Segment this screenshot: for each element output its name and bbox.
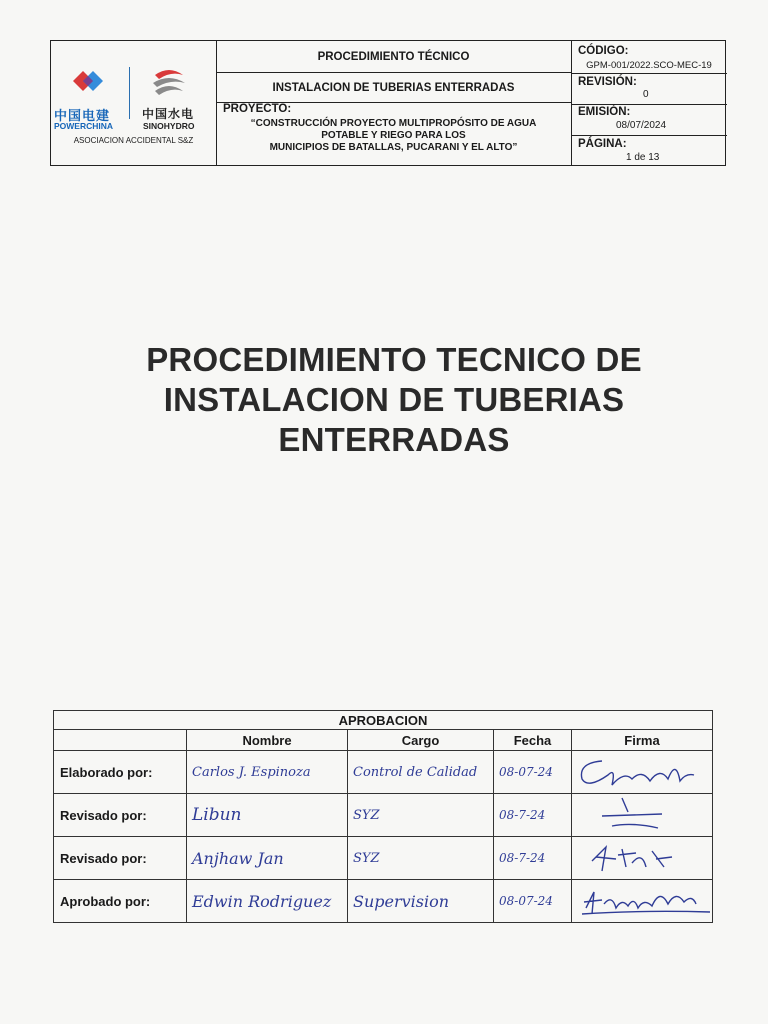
table-row: [54, 794, 713, 837]
signature-cell: [572, 837, 713, 880]
col-nombre: Nombre: [187, 730, 348, 751]
row-label: Aprobado por:: [54, 880, 187, 923]
row-fecha: 08-7-24: [494, 794, 572, 837]
powerchina-cn: 中国电建: [54, 108, 111, 123]
sinohydro-en: SINOHYDRO: [143, 121, 195, 131]
signature-cell: [572, 751, 713, 794]
page-label: PÁGINA:: [578, 138, 627, 150]
row-fecha: 08-7-24: [494, 837, 572, 880]
header-empty: [54, 730, 187, 751]
project-line-2: POTABLE Y RIEGO PARA LOS: [321, 130, 466, 141]
row-fecha: 08-07-24: [494, 880, 572, 923]
approval-title: APROBACION: [54, 711, 713, 730]
row-nombre: Anjhaw Jan: [187, 837, 348, 880]
sinohydro-logo-icon: [149, 65, 189, 99]
row-nombre: Edwin Rodriguez: [187, 880, 348, 923]
powerchina-en: POWERCHINA: [54, 121, 114, 131]
document-title: [60, 340, 728, 460]
project-line-1: “CONSTRUCCIÓN PROYECTO MULTIPROPÓSITO DE AGUA: [250, 118, 537, 129]
row-nombre: Carlos J. Espinoza: [187, 751, 348, 794]
signature-cell: [572, 880, 713, 923]
project-line-3: MUNICIPIOS DE BATALLAS, PUCARANI Y EL ALTO”: [269, 142, 518, 153]
doc-subject: INSTALACION DE TUBERIAS ENTERRADAS: [272, 82, 515, 94]
handwritten-signature: [572, 837, 712, 879]
row-cargo: Supervision: [348, 880, 494, 923]
powerchina-logo-icon: [65, 65, 109, 97]
table-row: [54, 751, 713, 794]
signature-cell: [572, 794, 713, 837]
handwritten-signature: [572, 794, 712, 836]
col-cargo: Cargo: [348, 730, 494, 751]
row-fecha: 08-07-24: [494, 751, 572, 794]
document-header: [50, 40, 726, 166]
association-name: ASOCIACION ACCIDENTAL S&Z: [73, 136, 194, 145]
revision-label: REVISIÓN:: [578, 76, 637, 88]
emission-label: EMISIÓN:: [578, 106, 631, 118]
row-label: Revisado por:: [54, 794, 187, 837]
revision-value: 0: [643, 89, 649, 100]
title-line-1: PROCEDIMIENTO TECNICO DE: [146, 341, 642, 378]
doc-type: PROCEDIMIENTO TÉCNICO: [317, 51, 470, 63]
logo-divider: [129, 67, 130, 119]
table-row: [54, 880, 713, 923]
row-nombre: Libun: [187, 794, 348, 837]
row-label: Elaborado por:: [54, 751, 187, 794]
code-value: GPM-001/2022.SCO-MEC-19: [586, 60, 712, 71]
col-firma: Firma: [572, 730, 713, 751]
company-logos: [51, 41, 216, 165]
project-label: PROYECTO:: [223, 103, 292, 115]
col-fecha: Fecha: [494, 730, 572, 751]
title-line-3: ENTERRADAS: [278, 421, 510, 458]
row-cargo: SYZ: [348, 794, 494, 837]
title-line-2: INSTALACION DE TUBERIAS: [163, 381, 625, 418]
page-value: 1 de 13: [626, 152, 660, 163]
handwritten-signature: [572, 880, 712, 922]
table-row: [54, 837, 713, 880]
row-label: Revisado por:: [54, 837, 187, 880]
row-cargo: Control de Calidad: [348, 751, 494, 794]
approval-table: [53, 710, 713, 923]
handwritten-signature: [572, 751, 712, 793]
row-cargo: SYZ: [348, 837, 494, 880]
sinohydro-cn: 中国水电: [142, 107, 195, 121]
code-label: CÓDIGO:: [578, 45, 629, 57]
emission-value: 08/07/2024: [616, 120, 667, 131]
